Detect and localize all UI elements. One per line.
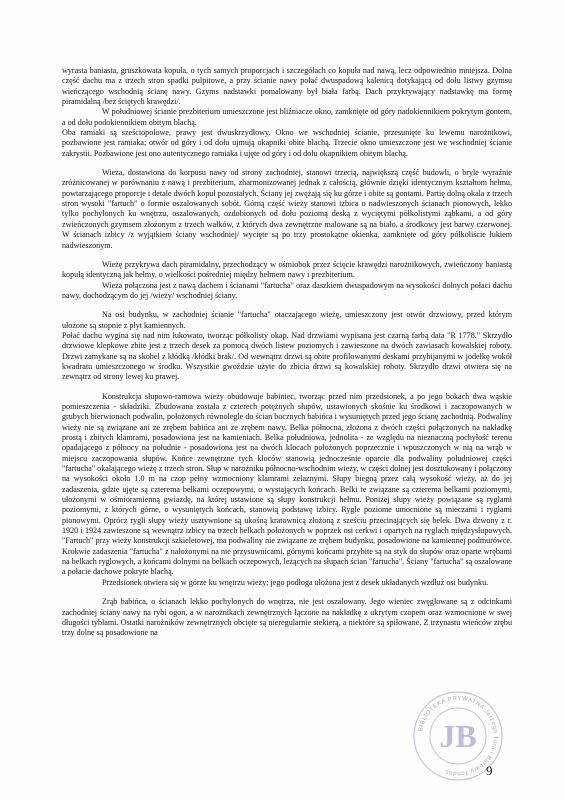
paragraph-gap — [62, 588, 512, 597]
paragraph: Połać dachu wygina się nad nim łukowato, tworząc półkolisty okap. Nad drzwiami wypisana jest czarną farbą data "R 1778." Skrzydło drzwiowe klepkowe zbite jest z trzech desek za pomocą dwóch listew poziomych i zawieszone na dwóch zawiasach kowalskiej roboty. Drzwi zamykane są na skobel z kłódką /kłódki brak/. Od wewnątrz drzwi są obite profilowanymi deskami przybijanymi w jodełkę wokół kwadratu umieszczonego w środku. Wszystkie gwoździe użyte do zbicia drzwi są kowalskiej roboty. Skrzydło drzwi otwiera się na zewnątrz od strony lewej ku prawej. — [62, 330, 512, 382]
paragraph-gap — [62, 251, 512, 260]
paragraph: Wieżę przykrywa dach piramidalny, przechodzący w ośmiobok przez ścięcie krawędzi narożnikowych, zwieńczony baniastą kopułą identyczną jak hełmy, o wielkości pośredniej między hełmem nawy i prezbiterium. — [62, 259, 512, 280]
page-number: 9 — [486, 763, 493, 778]
paragraph: Zrąb babińca, o ścianach lekko pochylonych do wnętrza, nie jest oszalowany. Jego wieniec zwęglowane są z odcinkami zachodniej ściany nawy na rybi ogon, a w narożnikach zewnętrznych łączone na nakładkę z ukrytym czopem oraz wzmocnione w swej długości tyblami. Ostatki narożników zewnętrznych obcięte są nieregularnie siekierą, a niektóre są spiłowane. Z trzynastu wieńców zrębu trzy dolne są posadowione na — [62, 597, 512, 638]
paragraph-gap — [62, 383, 512, 392]
paragraph: wyrasta baniasta, gruszkowata kopuła, o tych samych proporcjach i szczegółach co kopuła nad nawą, lecz odpowiednio mniejsza. Dolna część dachu ma z trzech stron spadki pulpitowe, a przy ścianie nawy połać dwuspadową kalenicą dotykającą od dołu listwy gzymsu wieńczącego wschodnią ścianę nawy. Gzyms nadstawki pomalowany był biała farbą. Dach przykrywający nadstawkę ma formę piramidalną /bez ściętych krawędzi/. — [62, 66, 512, 107]
paragraph: W południowej ścianie prezbiterium umieszczone jest bliźniacze okno, zamknięte od góry nadokiennikiem pokrytym gontem, a od dołu podokiennikiem obitym blachą. — [62, 107, 512, 127]
paragraph: Wieża, dostawiona do korpusu nawy od strony zachodniej, stanowi trzecią, największą część budowli, o bryle wyraźnie zróżnicowanej w porównaniu z nawą i prezbiterium, zharmonizowanej jednak z całością, głównie dzięki identycznym kształtom hełmu, powtarzającego proporcje i detale dwóch kopuł pozostałych. Ściany jej zwężają się ku górze i obite są gontami. Partię dolną okala z trzech stron wysoki "fartuch" o formie oszalowanych sobót. Górną część wieży stanowi izbica o nadwieszonych ścianach pionowych, lekko tylko pochylonych ku wnętrzu, oszalowanych, ozdobionych od dołu poziomą deską z wyciętymi półkolistymi ząbkami, a od góry zwieńczonych gzymsem złożonym z trzech wałków, z których dwa zewnętrzne malowane są na biało, a środkowy jest barwy czerwonej. W ścianach izbicy /z wyjątkiem ściany wschodniej/ wycięte są po trzy prostokątne okienka, zamknięte od góry półkoliście łukiem nadwieszonym. — [62, 168, 512, 250]
stamp-ring-text: BIBLIOTEKA PRYWATNA Jerzego Tura i Barbary Tondos — [418, 695, 499, 777]
paragraph-gap — [62, 159, 512, 168]
paragraph: Wieża połączona jest z nawą dachem i ścianami "fartucha" oraz daszkiem dwuspadowym na wysokości dolnych połaci dachu nawy, dochodzącym do jej /wieży/ wschodniej ściany. — [62, 280, 512, 300]
body-text — [62, 66, 512, 639]
paragraph: Przedsionek otwiera się w górze ku wnętrzu wieży; jego podłoga ułożona jest z desek układanych wzdłuż osi budynku. — [102, 577, 489, 587]
paragraph: Oba ramiaki są sześciopolowe, prawy jest dwuskrzydłowy. Okno we wschodniej ścianie, przesunięte ku lewemu narożnikowi, pozbawione jest ramiaka; otwór od góry i od dołu ujmują okapniki obite blachą. Trzecie okno umieszczone jest we wschodniej ścianie zakrystii. Pozbawione jest ono autentycznego ramiaka i ujęte od góry i od dołu okapnikiem obitym blachą. — [62, 128, 512, 158]
stamp-monogram: JB — [439, 718, 477, 754]
paragraph: Konstrukcja słupowo-ramowa wieży obudowuje babiniec, tworząc przed nim przedsionek, a po jego bokach dwa wąskie pomieszczenia - składziki. Zbudowana została z czterech potężnych słupów, ustawionych skośnie ku środkowi i zaczopowanych w grubych bierwionach podwalin, położonych równolegle do ścian bocznych babińca i wysuniętych przed jego ścianę zachodnią. Podwaliny wieży nie są związane ani ze zrębem babińca ani ze zrębem nawy. Belka północna, złożona z dwóch części połączonych na nakładkę prostą i zbitych klamrami, posadowiona jest na kamieniach. Belka południowa, jednolita - ze względu na nieznaczną pochyłość terenu opadającego z północy na południe - posadowiona jest na dwóch klocach położonych poprzecznie i wpuszczonych w nią na wrąb w miejscu zaczopowania słupów. Końce zewnętrzne tych kloców stanowią jednocześnie oparcie dla podwaliny południowej części "fartucha" okalającego wieżę z trzech stron. Słup w narożniku północno-wschodnim wieży, w części dolnej jest dosztukowany i połączony na wysokości około 1.0 m na czop pełny wzmocniony klamrami żelaznymi. Słupy biegną przez całą wysokość wieży, aż do jej zadaszenia, gdzie ujęte są czterema belkami oczepowymi, o wystających końcach. Belki te związane są czterema belkami poziomymi, ułożonymi w ośmioramienną gwiazdę, na której ustawione są słupy konstrukcji hełmu. Poniżej słupy wieży powiązane są ryglami poziomymi, z których górne, o wysuniętych końcach, stanowią podstawę izbicy. Rygle poziome umocnione są mieczami i ryglami pionowymi. Oprócz rygli słupy wieży usztywnione są ukośną kratownicą złożoną z sześciu przecinających się belek. Dwa dzwony z r. 1920 i 1924 zawieszone są wewnątrz izbicy na trzech belkach położonych w poprzek osi cerkwi i opartych na ryglach międzysłupowych. "Fartuch" przy wieży konstrukcji szkieletowej, ma podwaliny nie związane ze zrębem budynku, posadowione na kamiennej podmurówce. Krokwie zadaszenia "fartucha" z nałożonymi na nie przysuwnicami, górnymi końcami przybite są na styk do słupów oraz oparte wrębami na belkach ryglowych, a końcami dolnymi na belkach oczepowych, leżących na słupach ścian "fartucha". Ściany "fartucha" są oszalowane a połacie dachowe pokryte blachą. — [62, 391, 512, 577]
paragraph: Na osi budynku, w zachodniej ścianie "fartucha" otaczającego wieżę, umieszczony jest otwór drzwiowy, przed którym ułożone są stopnie z płyt kamiennych. — [62, 310, 512, 330]
paragraph-gap — [62, 301, 512, 310]
